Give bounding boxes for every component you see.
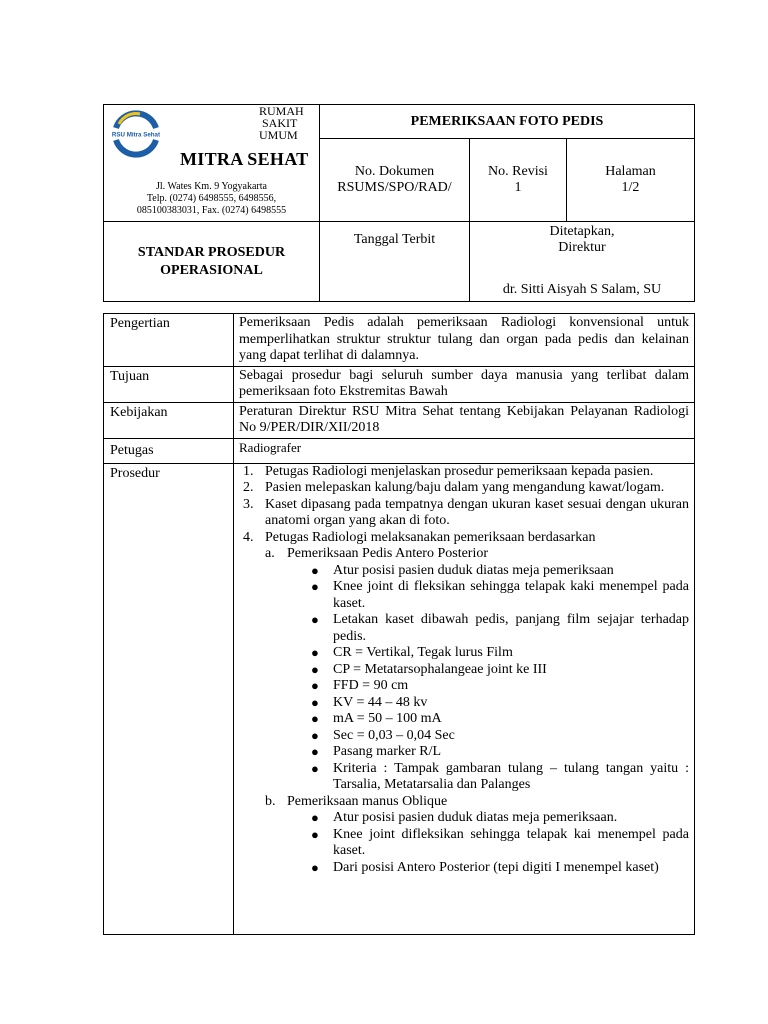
hospital-name: MITRA SEHAT	[180, 149, 309, 169]
sub-title: Pemeriksaan Pedis Antero Posterior	[287, 546, 489, 561]
no-revisi-label: No. Revisi	[488, 164, 548, 179]
bullet-text: CP = Metatarsophalangeae joint ke III	[333, 661, 547, 677]
bullet-text: Atur posisi pasien duduk diatas meja pemeriksaan.	[333, 810, 618, 825]
bullet-text: FFD = 90 cm	[333, 678, 409, 693]
bullet-icon: ●	[311, 744, 319, 759]
bullet-item	[311, 810, 689, 827]
bullet-text: Kriteria : Tampak gambaran tulang – tulang tangan yaitu : Tarsalia, Metatarsalia dan Palanges	[333, 760, 689, 792]
ditetapkan-label: Ditetapkan,	[549, 224, 615, 239]
bullet-item	[311, 728, 689, 745]
halaman-label: Halaman	[605, 164, 656, 179]
row-petugas	[104, 438, 695, 463]
halaman-value: 1/2	[621, 180, 640, 195]
no-dokumen-label: No. Dokumen	[354, 164, 435, 179]
logo-text: RSU Mitra Sehat	[111, 131, 161, 139]
row-pengertian	[104, 314, 695, 367]
bullet-text: Letakan kaset dibawah pedis, panjang film sejajar terhadap pedis.	[333, 612, 689, 644]
no-revisi-cell	[470, 139, 567, 222]
bullet-icon: ●	[311, 678, 319, 693]
bullet-item	[311, 744, 689, 761]
bullet-item	[311, 645, 689, 662]
sop-title-line-1: STANDAR PROSEDUR	[137, 244, 286, 260]
rs-line-1: RUMAH	[259, 104, 304, 118]
prosedur-steps	[239, 464, 689, 547]
bullet-text: CR = Vertikal, Tegak lurus Film	[333, 645, 513, 660]
prosedur-step	[239, 464, 689, 481]
bullet-item	[311, 827, 689, 860]
bullet-icon: ●	[311, 579, 319, 594]
bullet-item	[311, 695, 689, 712]
halaman-cell	[567, 139, 695, 222]
no-dokumen-cell	[320, 139, 470, 222]
sub-procedure-a	[265, 546, 689, 563]
sop-title-cell	[104, 222, 320, 302]
prosedur-step	[239, 497, 689, 530]
bullet-icon: ●	[311, 727, 319, 743]
row-kebijakan	[104, 402, 695, 438]
bullet-text: Pasang marker R/L	[333, 744, 442, 759]
bullet-icon: ●	[311, 562, 319, 578]
prosedur-content	[234, 463, 695, 934]
bullet-text: KV = 44 – 48 kv	[333, 694, 428, 710]
hospital-address	[104, 181, 319, 217]
hospital-identity-cell	[104, 105, 320, 222]
bullet-icon: ●	[311, 810, 319, 825]
bullet-text: Dari posisi Antero Posterior (tepi digiti I menempel kaset)	[333, 859, 659, 875]
tujuan-label: Tujuan	[104, 366, 234, 402]
bullet-item	[311, 662, 689, 679]
kebijakan-label: Kebijakan	[104, 402, 234, 438]
rs-line-2: SAKIT	[262, 116, 298, 130]
bullet-text: Knee joint di fleksikan sehingga telapak kaki menempel pada kaset.	[333, 579, 689, 611]
prosedur-step	[239, 480, 689, 497]
prosedur-step	[239, 530, 689, 547]
bullet-item	[311, 761, 689, 794]
step-number: 1.	[243, 463, 254, 479]
address-line-1: Jl. Wates Km. 9 Yogyakarta	[156, 181, 267, 192]
bullet-item	[311, 860, 689, 877]
bullet-item	[311, 678, 689, 695]
pengertian-text: Pemeriksaan Pedis adalah pemeriksaan Radiologi konvensional untuk memperlihatkan struktur struktur tulang dan organ pada pedis dan kelainan yang dapat terlihat di dalamnya.	[234, 314, 695, 367]
address-line-2: Telp. (0274) 6498555, 6498556,	[146, 193, 277, 204]
bullet-icon: ●	[311, 661, 319, 677]
row-prosedur	[104, 463, 695, 934]
sub-letter: a.	[265, 546, 275, 561]
step-number: 3.	[243, 496, 254, 512]
bullet-text: Sec = 0,03 – 0,04 Sec	[333, 727, 455, 743]
direktur-label: Direktur	[558, 240, 606, 255]
bullet-icon: ●	[311, 826, 319, 842]
step-number: 4.	[243, 529, 254, 545]
bullet-item	[311, 579, 689, 612]
step-text: Petugas Radiologi menjelaskan prosedur pemeriksaan kepada pasien.	[265, 463, 654, 479]
bullet-item	[311, 563, 689, 580]
petugas-text: Radiografer	[234, 438, 695, 463]
bullet-icon: ●	[311, 760, 319, 776]
sub-b-bullet-list	[311, 810, 689, 876]
sub-procedure-b	[265, 794, 689, 811]
step-text: Kaset dipasang pada tempatnya dengan ukuran kaset sesuai dengan ukuran anatomi organ yang akan di foto.	[265, 496, 689, 528]
bullet-text: Knee joint difleksikan sehingga telapak kai menempel pada kaset.	[333, 826, 689, 858]
bullet-text: mA = 50 – 100 mA	[333, 711, 442, 726]
document-title: PEMERIKSAAN FOTO PEDIS	[320, 105, 695, 139]
address-line-3: 085100383031, Fax. (0274) 6498555	[136, 205, 287, 216]
step-number: 2.	[243, 480, 254, 495]
direktur-name: dr. Sitti Aisyah S Salam, SU	[502, 282, 662, 297]
step-text: Pasien melepaskan kalung/baju dalam yang mengandung kawat/logam.	[265, 480, 665, 495]
row-tujuan	[104, 366, 695, 402]
bullet-icon: ●	[311, 711, 319, 726]
step-text: Petugas Radiologi melaksanakan pemeriksaan berdasarkan	[265, 529, 596, 545]
petugas-label: Petugas	[104, 438, 234, 463]
ditetapkan-cell	[470, 222, 695, 302]
bullet-icon: ●	[311, 859, 319, 875]
bullet-icon: ●	[311, 645, 319, 660]
sop-title-line-2: OPERASIONAL	[160, 262, 263, 278]
pengertian-label: Pengertian	[104, 314, 234, 367]
sub-letter: b.	[265, 793, 276, 809]
bullet-item	[311, 711, 689, 728]
tujuan-text: Sebagai prosedur bagi seluruh sumber daya manusia yang terlibat dalam pemeriksaan foto Ekstremitas Bawah	[234, 366, 695, 402]
sop-content-table	[103, 313, 695, 935]
prosedur-label: Prosedur	[104, 463, 234, 934]
bullet-text: Atur posisi pasien duduk diatas meja pemeriksaan	[333, 562, 614, 578]
bullet-item	[311, 612, 689, 645]
tanggal-terbit: Tanggal Terbit	[320, 222, 470, 302]
no-dokumen-value: RSUMS/SPO/RAD/	[337, 180, 452, 195]
sub-a-bullet-list	[311, 563, 689, 794]
rumah-sakit-umum-label	[259, 105, 304, 141]
hospital-logo	[110, 108, 162, 158]
header-table	[103, 104, 695, 302]
rs-line-3: UMUM	[259, 128, 298, 142]
kebijakan-text: Peraturan Direktur RSU Mitra Sehat tentang Kebijakan Pelayanan Radiologi No 9/PER/DIR/XII/2018	[234, 402, 695, 438]
sub-title: Pemeriksaan manus Oblique	[287, 793, 448, 809]
no-revisi-value: 1	[514, 180, 522, 195]
bullet-icon: ●	[311, 612, 319, 627]
bullet-icon: ●	[311, 694, 319, 710]
